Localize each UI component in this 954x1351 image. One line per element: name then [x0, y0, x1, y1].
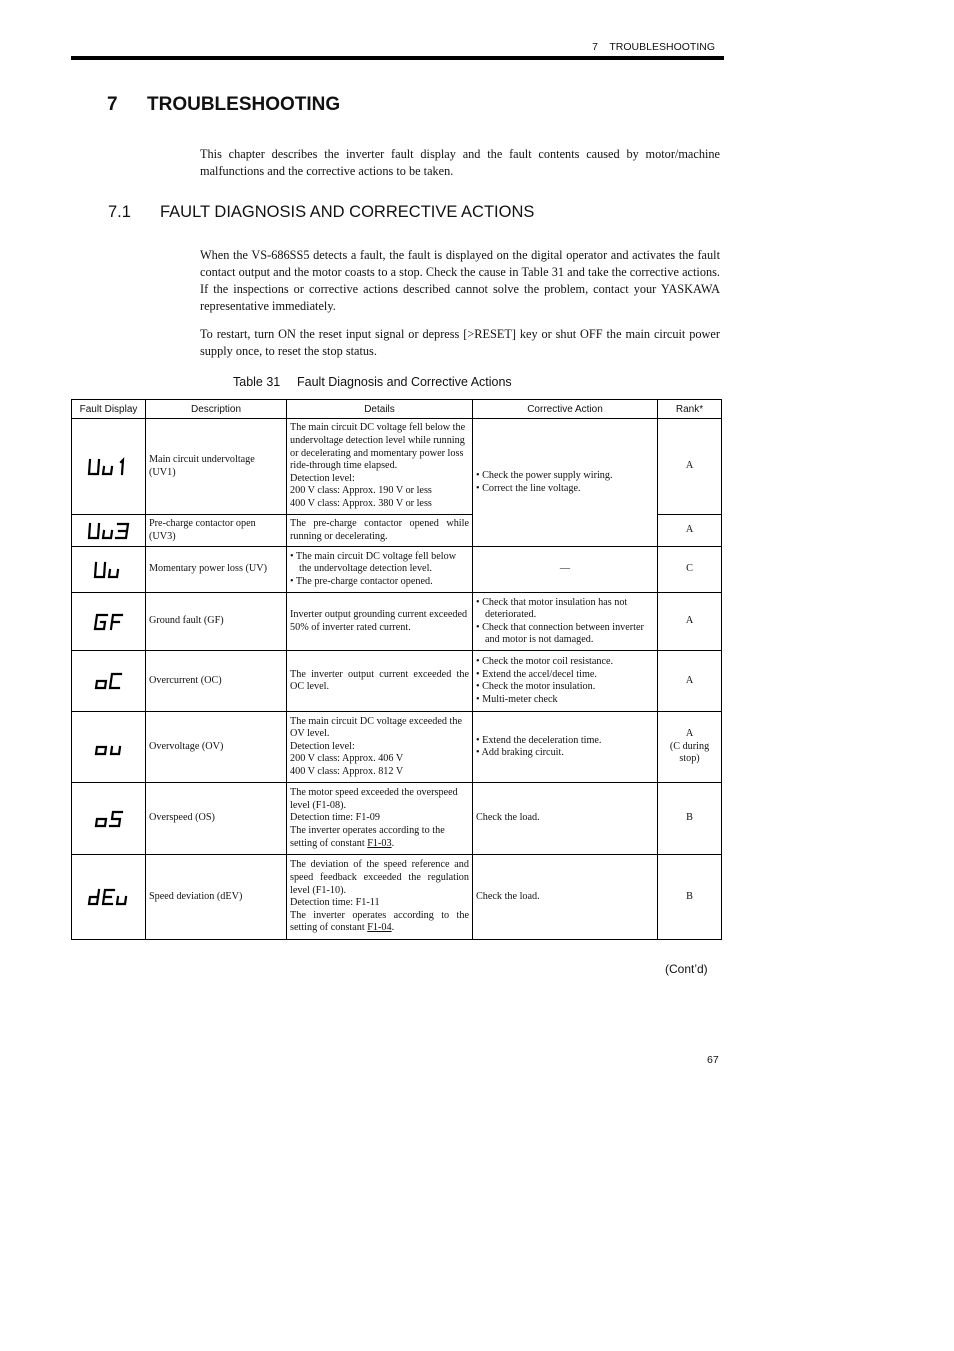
action-line: • Correct the line voltage. [476, 482, 581, 494]
description-cell: Pre-charge contactor open (UV3) [146, 515, 287, 547]
action-line: • Extend the deceleration time. [476, 734, 602, 746]
section-paragraph-1: When the VS-686SS5 detects a fault, the fault is displayed on the digital operator and activates the fault contact output and the motor coasts to a stop. Check the cause in Table 31 and take the corrective actions. If the inspections or corrective actions described cannot solve the problem, contact your YASKAWA representative immediately. [200, 248, 720, 313]
section-number: 7.1 [108, 203, 131, 221]
section-title [108, 203, 534, 222]
details-cell [287, 419, 473, 515]
details-cell: The inverter output current exceeded the OC level. [287, 651, 473, 712]
details-line: Detection time: F1-11 [290, 897, 380, 909]
fault-display-uv1 [87, 457, 131, 477]
description-cell: Main circuit undervoltage (UV1) [146, 419, 287, 515]
details-line: Detection level: [290, 740, 355, 752]
details-line: 200 V class: Approx. 406 V [290, 753, 404, 765]
rank-cell: A [658, 419, 722, 515]
table-caption-title: Fault Diagnosis and Corrective Actions [297, 375, 512, 389]
details-line: The deviation of the speed reference and speed feedback exceeded the regulation level (F1-10). [290, 859, 469, 896]
description-cell: Overspeed (OS) [146, 783, 287, 855]
description-cell: Overvoltage (OV) [146, 712, 287, 783]
details-line: 400 V class: Approx. 380 V or less [290, 497, 432, 509]
rank-cell: B [658, 783, 722, 855]
corrective-action-cell: Check the load. [473, 855, 658, 940]
section-title-text: FAULT DIAGNOSIS AND CORRECTIVE ACTIONS [160, 203, 535, 221]
details-cell: Inverter output grounding current exceeded 50% of inverter rated current. [287, 593, 473, 651]
fault-display-cell [72, 855, 146, 940]
action-line: • Check that motor insulation has not deteriorated. [476, 596, 628, 621]
fault-display-os [87, 809, 131, 829]
description-cell: Overcurrent (OC) [146, 651, 287, 712]
rank-cell: A [658, 651, 722, 712]
corrective-action-cell: — [473, 547, 658, 593]
fault-display-oc [87, 671, 131, 691]
constant-link: F1-03 [367, 837, 392, 849]
action-line: • Multi-meter check [476, 693, 558, 705]
action-line: • Check that connection between inverter and motor is not damaged. [476, 621, 644, 646]
corrective-action-cell [473, 651, 658, 712]
fault-display-cell [72, 651, 146, 712]
fault-display-dev [86, 887, 132, 907]
corrective-action-cell [473, 419, 658, 547]
table-caption-label: Table 31 [233, 375, 281, 389]
action-line: • Check the power supply wiring. [476, 470, 613, 481]
action-line: • Check the motor insulation. [476, 681, 596, 693]
details-line: The motor speed exceeded the overspeed level (F1-08). [290, 787, 458, 811]
corrective-action-cell: Check the load. [473, 783, 658, 855]
details-cell: The deviation of the speed reference and speed feedback exceeded the regulation level (F1-10). Detection time: F1-11 The inverter operates according to the setting of constant F1-04. [287, 855, 473, 940]
fault-display-ov [87, 737, 131, 757]
rank-note: (C during stop) [669, 740, 710, 765]
fault-display-cell [72, 547, 146, 593]
column-header: Details [287, 400, 473, 419]
details-cell: The pre-charge contactor opened while running or decelerating. [287, 515, 473, 547]
fault-display-uv3 [87, 521, 131, 541]
description-cell: Ground fault (GF) [146, 593, 287, 651]
action-line: • Extend the accel/decel time. [476, 668, 597, 680]
rank-cell [658, 712, 722, 783]
details-line: • The pre-charge contactor opened. [290, 575, 433, 587]
running-header: 7 TROUBLESHOOTING [592, 41, 715, 53]
table-row [72, 712, 722, 783]
details-line: Detection level: [290, 472, 355, 484]
rank-cell: A [658, 593, 722, 651]
details-line: • The main circuit DC voltage fell below the undervoltage detection level. [290, 550, 457, 575]
fault-display-cell [72, 515, 146, 547]
action-line: • Add braking circuit. [476, 747, 564, 759]
details-cell: The motor speed exceeded the overspeed level (F1-08). Detection time: F1-09 The inverter operates according to the setting of constant F1-03. [287, 783, 473, 855]
table-row [72, 593, 722, 651]
fault-display-gf [87, 612, 131, 632]
column-header: Rank* [658, 400, 722, 419]
details-line: 400 V class: Approx. 812 V [290, 766, 404, 778]
table-row [72, 783, 722, 855]
corrective-action-cell [473, 712, 658, 783]
fault-table [71, 399, 722, 940]
rank-cell: C [658, 547, 722, 593]
table-row [72, 855, 722, 940]
table-row [72, 651, 722, 712]
rank-value: A [685, 728, 694, 740]
details-line: The inverter operates according to the setting of constant [290, 824, 445, 849]
fault-display-cell [72, 419, 146, 515]
table-row [72, 547, 722, 593]
details-line: The main circuit DC voltage fell below the undervoltage detection level while running or decelerating and momentary power loss ride-through time elapsed. [290, 422, 466, 472]
chapter-title [107, 94, 340, 116]
constant-link: F1-04 [367, 922, 392, 934]
fault-display-cell [72, 593, 146, 651]
details-line: Detection time: F1-09 [290, 812, 380, 824]
details-cell [287, 712, 473, 783]
rank-cell: A [658, 515, 722, 547]
column-header: Fault Display [72, 400, 146, 419]
header-rule [71, 56, 724, 60]
chapter-number: 7 [107, 94, 118, 115]
details-line: The main circuit DC voltage exceeded the OV level. [290, 715, 462, 740]
table-header-row [72, 400, 722, 419]
chapter-title-text: TROUBLESHOOTING [147, 94, 341, 115]
details-line: The inverter operates according to the setting of constant [290, 909, 469, 934]
action-line: • Check the motor coil resistance. [476, 656, 614, 667]
rank-cell: B [658, 855, 722, 940]
section-paragraph-2: To restart, turn ON the reset input signal or depress [>RESET] key or shut OFF the main circuit power supply once, to reset the stop status. [200, 327, 720, 358]
details-cell [287, 547, 473, 593]
page-number: 67 [707, 1054, 719, 1066]
description-cell: Momentary power loss (UV) [146, 547, 287, 593]
corrective-action-cell [473, 593, 658, 651]
details-line: 200 V class: Approx. 190 V or less [290, 485, 432, 497]
column-header: Description [146, 400, 287, 419]
table-caption [233, 375, 512, 389]
fault-display-cell [72, 712, 146, 783]
column-header: Corrective Action [473, 400, 658, 419]
table-row [72, 419, 722, 515]
intro-paragraph: This chapter describes the inverter fault display and the fault contents caused by motor/machine malfunctions and the corrective actions to be taken. [200, 147, 720, 178]
fault-display-uv [87, 560, 131, 580]
description-cell: Speed deviation (dEV) [146, 855, 287, 940]
fault-display-cell [72, 783, 146, 855]
continued-note: (Cont’d) [665, 962, 708, 976]
